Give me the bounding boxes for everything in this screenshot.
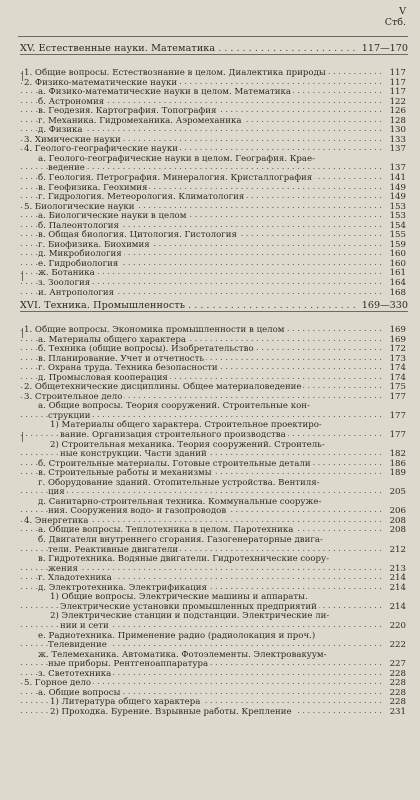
entry-page: 164 [389,278,406,289]
entry-page: 206 [389,506,406,517]
entry-title: ные приборы. Рентгеноаппаратура [48,659,209,670]
entry-title: а. Общие вопросы [38,687,121,698]
entry-page: 228 [389,668,406,679]
entry-title: 5. Биологические науки [24,201,135,212]
section-pages: 117—170 [361,43,408,54]
entry-page: 214 [389,601,406,612]
entry-page: 227 [389,659,406,670]
entry-text [20,289,382,299]
entry-page: 177 [389,410,406,421]
section-heading-xvi [20,300,408,312]
entry-page: 175 [389,382,406,393]
entry-title: д. Физика [38,125,83,136]
entry-title: д. Санитарно-строительная техника. Коммунальные сооруже- [38,496,322,507]
entry-title: Телевидение [48,640,107,651]
entry-page: 228 [389,687,406,698]
entry-page: 117 [389,77,406,88]
entry-page: 220 [389,620,406,631]
entry-page: 214 [389,582,406,593]
entry-page: 122 [389,96,406,107]
entry-page: 212 [389,544,406,555]
entry-title: 3. Строительное дело [24,391,123,402]
entry-page: 189 [389,468,406,479]
entry-page: 149 [389,192,406,203]
entry-page: 208 [389,515,406,526]
entry-page: 130 [389,125,406,136]
entry-title: г. Охрана труда. Техника безопасности [38,363,218,374]
section-rule [20,54,408,60]
entry-page: 133 [389,134,406,145]
entry-title: 2. Общетехнические дисциплины. Общее материаловедение [24,382,302,393]
entry-title: ция [48,487,65,498]
entry-title: д. Промысловая кооперация [38,372,168,383]
entry-title: д. Микробиология [38,249,122,260]
page-number: V [399,6,406,17]
section-pages: 169—330 [361,300,408,311]
entry-page: 205 [389,487,406,498]
entry-title: г. Хладотехника [38,573,112,584]
entry-page: 182 [389,449,406,460]
entry-page: 141 [389,173,406,184]
entry-title: а. Материалы общего характера [38,334,186,345]
entry-title: ж. Ботаника [38,268,95,279]
entry-title: в. Общая биология. Цитология. Гистология [38,230,237,241]
entry-title: Электрические установки промышленных предприятий [60,601,317,612]
entry-title: ные конструкции. Части зданий [60,449,207,460]
entry-page: 153 [389,211,406,222]
entry-title: 4. Геолого-географические науки [24,144,178,155]
toc-entry [20,289,406,299]
toc-entry [20,708,406,718]
entry-page: 154 [389,220,406,231]
entry-title: тели. Реактивные двигатели [48,544,179,555]
entry-title: б. Двигатели внутреннего сгорания. Газогенераторные двига- [38,535,323,546]
entry-page: 174 [389,372,406,383]
entry-title: б. Строительные материалы. Готовые строительные детали [38,458,311,469]
section-rule [20,311,408,317]
entry-page: 169 [389,334,406,345]
entry-title: а. Общие вопросы. Теплотехника в целом. Паротехника [38,525,294,536]
entry-title: 1. Общие вопросы. Естествознание в целом. Диалектика природы [24,68,326,78]
section-title: XVI. Техника. Промышленность [20,300,186,311]
entry-title: вание. Организация строительного производства [60,430,286,441]
entry-page: 149 [389,182,406,193]
dot-leader [20,487,382,497]
entry-page: 214 [389,573,406,584]
entry-page: 126 [389,106,406,117]
entry-title: е. Гидробиология [38,258,119,269]
entry-title: и. Антропология [38,287,115,298]
entry-title: в. Планирование. Учет и отчетность [38,353,204,364]
section-xv-entries [20,69,406,298]
entry-title: 4. Энергетика [24,515,89,526]
entry-title: г. Оборудование зданий. Отопительные устройства. Вентиля- [38,477,320,488]
entry-page: 169 [389,325,406,335]
entry-title: ж. Телемеханика. Автоматика. Фотоэлементы. Электровакуум- [38,649,327,660]
entry-title: б. Техника (общие вопросы). Изобретательство [38,344,254,355]
entry-title: в. Геодезия. Картография. Топография [38,106,217,117]
entry-page: 173 [389,353,406,364]
entry-title: жения [48,563,78,574]
entry-title: ния. Сооружения водо- и газопроводов [48,506,227,517]
entry-title: а. Биологические науки в целом [38,211,187,222]
entry-page: 117 [389,87,406,98]
entry-title: е. Радиотехника. Применение радио (радиолокация и проч.) [38,630,316,641]
entry-page: 222 [389,640,406,651]
entry-title: а. Общие вопросы. Теория сооружений. Строительные кон- [38,401,310,412]
entry-page: 117 [389,68,406,78]
entry-page: 174 [389,363,406,374]
entry-page: 128 [389,115,406,126]
entry-title: б. Палеонтология [38,220,119,231]
header-rule [18,36,408,37]
entry-title: з. Зоология [38,278,91,289]
entry-title: г. Гидрология. Метеорология. Климатология [38,192,245,203]
section-xvi-entries [20,326,406,717]
entry-title: 5. Горное дело [24,678,92,689]
entry-page: 160 [389,258,406,269]
entry-page: 161 [389,268,406,279]
entry-page: 177 [389,430,406,441]
entry-title: 2) Электрические станции и подстанции. Электрические ли- [50,611,330,622]
page-header [385,6,406,28]
entry-title: а. Физико-математические науки в целом. Математика [38,87,291,98]
entry-title: 2. Физико-математические науки [24,77,178,88]
entry-text [20,708,382,718]
entry-title: з. Светотехника [38,668,112,679]
entry-title: 1) Литература общего характера [50,697,201,708]
entry-page: 186 [389,458,406,469]
entry-title: г. Механика. Гидромеханика. Аэромеханика [38,115,242,126]
section-heading-xv [20,43,408,55]
entry-title: б. Геология. Петрография. Минералогия. Кристаллография [38,173,313,184]
entry-title: нии и сети [60,620,109,631]
entry-page: 228 [389,678,406,689]
entry-title: 1) Общие вопросы. Электрические машины и аппараты. [50,592,308,603]
entry-title: 2) Проходка. Бурение. Взрывные работы. Крепление [50,706,292,717]
entry-title: в. Геофизика. Геохимия [38,182,148,193]
entry-title: ведение [48,163,85,174]
entry-page: 231 [389,706,406,717]
column-label: Стб. [384,17,406,28]
entry-title: 1) Материалы общего характера. Строительное проектиро- [50,420,322,431]
entry-title: в. Гидротехника. Водяные двигатели. Гидротехнические соору- [38,554,329,565]
entry-page: 213 [389,563,406,574]
entry-page: 159 [389,239,406,250]
entry-page: 228 [389,697,406,708]
entry-page: 153 [389,201,406,212]
entry-page: 160 [389,249,406,260]
entry-title: д. Электротехника. Электрификация [38,582,207,593]
entry-page: 177 [389,391,406,402]
entry-title: 3. Химические науки [24,134,121,145]
entry-title: г. Биофизика. Биохимия [38,239,150,250]
entry-title: а. Геолого-географические науки в целом. География. Крае- [38,153,315,164]
entry-title: б. Астрономия [38,96,105,107]
entry-page: 155 [389,230,406,241]
entry-title: 1. Общие вопросы. Экономика промышленности в целом [24,325,285,335]
entry-page: 208 [389,525,406,536]
entry-page: 137 [389,163,406,174]
entry-title: 2) Строительная механика. Теория сооружений. Строитель- [50,439,325,450]
entry-title: в. Строительные работы и механизмы [38,468,212,479]
entry-title: струкции [48,410,91,421]
section-title: XV. Естественные науки. Математика [20,43,216,54]
entry-page: 168 [389,287,406,298]
entry-page: 172 [389,344,406,355]
entry-page: 137 [389,144,406,155]
